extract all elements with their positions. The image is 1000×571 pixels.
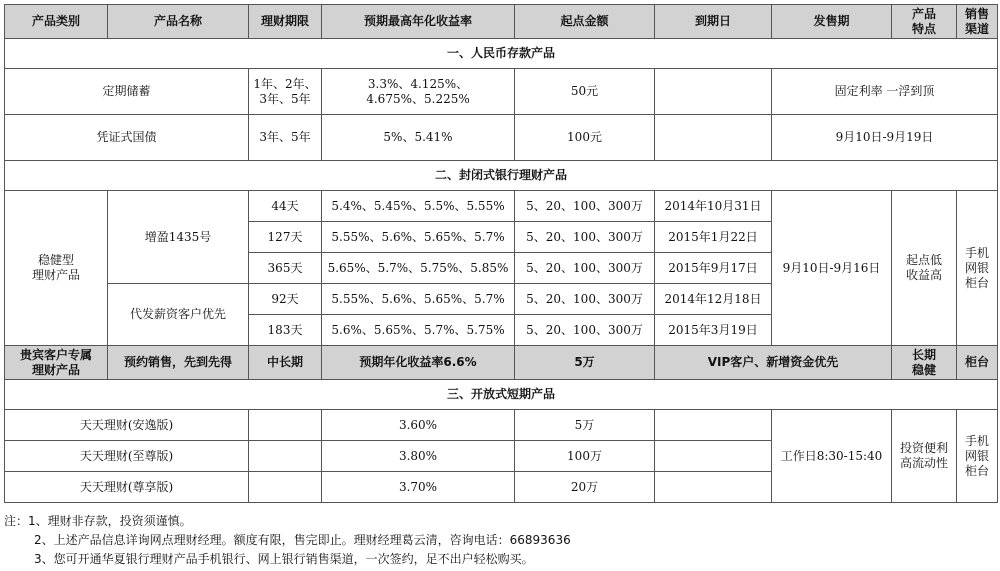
feature-cell: 起点低 收益高 (892, 191, 957, 346)
header-name: 产品名称 (108, 5, 249, 39)
min-amount-cell: 50元 (515, 69, 655, 115)
header-rate: 预期最高年化收益率 (322, 5, 515, 39)
vip-channel: 柜台 (957, 346, 998, 380)
term-cell: 1年、2年、 3年、5年 (249, 69, 322, 115)
header-row (5, 5, 998, 39)
vip-row (5, 346, 998, 380)
vip-term: 中长期 (249, 346, 322, 380)
rate-cell: 5.55%、5.6%、5.65%、5.7% (322, 284, 515, 315)
product-name: 天天理财(尊享版) (5, 472, 249, 503)
feature-cell: 投资便利 高流动性 (892, 410, 957, 503)
min-amount-cell: 5、20、100、300万 (515, 253, 655, 284)
product-name: 凭证式国债 (5, 115, 249, 161)
term-cell (249, 441, 322, 472)
product-name: 代发薪资客户优先 (108, 284, 249, 346)
header-term: 理财期限 (249, 5, 322, 39)
table-row (5, 115, 998, 161)
rate-cell: 5.65%、5.7%、5.75%、5.85% (322, 253, 515, 284)
section-row (5, 161, 998, 191)
min-amount-cell: 5、20、100、300万 (515, 191, 655, 222)
rate-cell: 3.3%、4.125%、 4.675%、5.225% (322, 69, 515, 115)
vip-category: 贵宾客户专属 理财产品 (5, 346, 108, 380)
vip-feature: 长期 稳健 (892, 346, 957, 380)
due-date-cell (655, 69, 772, 115)
product-name: 定期储蓄 (5, 69, 249, 115)
vip-name: 预约销售，先到先得 (108, 346, 249, 380)
term-cell: 3年、5年 (249, 115, 322, 161)
product-name: 增盈1435号 (108, 191, 249, 284)
due-date-cell (655, 472, 772, 503)
due-date-cell (655, 115, 772, 161)
sale-period-cell: 工作日8:30-15:40 (772, 410, 892, 503)
product-name: 天天理财(安逸版) (5, 410, 249, 441)
due-date-cell (655, 441, 772, 472)
rate-cell: 5.4%、5.45%、5.5%、5.55% (322, 191, 515, 222)
min-amount-cell: 100元 (515, 115, 655, 161)
header-sale-period: 发售期 (772, 5, 892, 39)
due-date-cell: 2014年12月18日 (655, 284, 772, 315)
due-date-cell: 2015年1月22日 (655, 222, 772, 253)
min-amount-cell: 5、20、100、300万 (515, 284, 655, 315)
vip-rate: 预期年化收益率6.6% (322, 346, 515, 380)
min-amount-cell: 100万 (515, 441, 655, 472)
header-min-amount: 起点金额 (515, 5, 655, 39)
header-feature: 产品 特点 (892, 5, 957, 39)
term-cell: 183天 (249, 315, 322, 346)
vip-min-amount: 5万 (515, 346, 655, 380)
footnotes (4, 512, 571, 569)
min-amount-cell: 20万 (515, 472, 655, 503)
min-amount-cell: 5、20、100、300万 (515, 222, 655, 253)
term-cell: 127天 (249, 222, 322, 253)
note-2: 2、上述产品信息详询网点理财经理。额度有限，售完即止。理财经理葛云清，咨询电话：66893636 (34, 533, 571, 547)
header-category: 产品类别 (5, 5, 108, 39)
due-date-cell: 2015年9月17日 (655, 253, 772, 284)
term-cell (249, 410, 322, 441)
sale-period-cell: 9月10日-9月16日 (772, 191, 892, 346)
rate-cell: 3.70% (322, 472, 515, 503)
product-table (4, 4, 998, 503)
vip-period: VIP客户、新增资金优先 (655, 346, 892, 380)
note-3: 3、您可开通华夏银行理财产品手机银行、网上银行销售渠道，一次签约，足不出户轻松购买。 (34, 552, 534, 566)
section2-title: 二、封闭式银行理财产品 (5, 161, 998, 191)
term-cell: 44天 (249, 191, 322, 222)
term-cell (249, 472, 322, 503)
term-cell: 365天 (249, 253, 322, 284)
feature-cell: 固定利率 一浮到顶 (772, 69, 998, 115)
table-row (5, 191, 998, 222)
due-date-cell: 2015年3月19日 (655, 315, 772, 346)
product-name: 天天理财(至尊版) (5, 441, 249, 472)
note-1: 注：1、理财非存款，投资须谨慎。 (4, 514, 192, 528)
table-row (5, 69, 998, 115)
header-due-date: 到期日 (655, 5, 772, 39)
rate-cell: 5.6%、5.65%、5.7%、5.75% (322, 315, 515, 346)
table-row (5, 410, 998, 441)
category-cell: 稳健型 理财产品 (5, 191, 108, 346)
rate-cell: 3.60% (322, 410, 515, 441)
header-channel: 销售 渠道 (957, 5, 998, 39)
due-date-cell (655, 410, 772, 441)
rate-cell: 3.80% (322, 441, 515, 472)
min-amount-cell: 5万 (515, 410, 655, 441)
channel-cell: 手机 网银 柜台 (957, 410, 998, 503)
due-date-cell: 2014年10月31日 (655, 191, 772, 222)
min-amount-cell: 5、20、100、300万 (515, 315, 655, 346)
section3-title: 三、开放式短期产品 (5, 380, 998, 410)
channel-cell: 手机 网银 柜台 (957, 191, 998, 346)
section-row (5, 380, 998, 410)
section-row (5, 39, 998, 69)
rate-cell: 5%、5.41% (322, 115, 515, 161)
section1-title: 一、人民币存款产品 (5, 39, 998, 69)
rate-cell: 5.55%、5.6%、5.65%、5.7% (322, 222, 515, 253)
sale-period-cell: 9月10日-9月19日 (772, 115, 998, 161)
term-cell: 92天 (249, 284, 322, 315)
